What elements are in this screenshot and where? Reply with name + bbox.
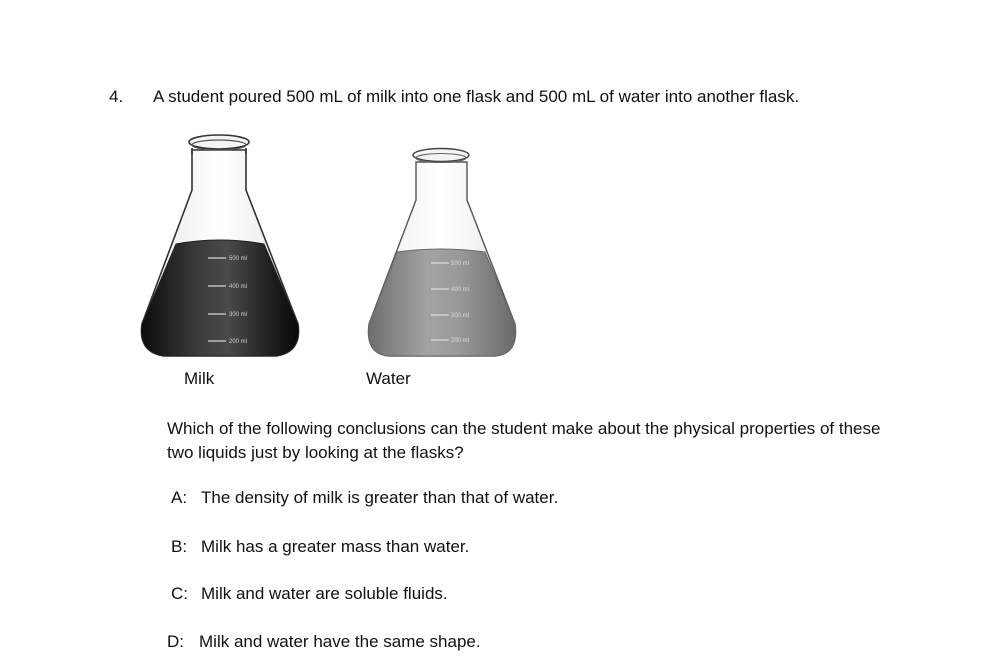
- option-a-letter: A:: [171, 488, 188, 507]
- water-grad-200: 200 ml: [451, 338, 470, 344]
- water-caption: Water: [366, 369, 411, 388]
- water-flask-illustration: [361, 142, 523, 364]
- option-b[interactable]: [171, 537, 469, 557]
- question-number: 4.: [109, 87, 124, 106]
- option-c-text: Milk and water are soluble fluids.: [201, 584, 448, 603]
- option-d[interactable]: [167, 632, 481, 652]
- milk-grad-300: 300 ml: [229, 312, 248, 318]
- question-stem: A student poured 500 mL of milk into one flask and 500 mL of water into another flask.: [153, 87, 800, 106]
- water-grad-400: 400 ml: [451, 287, 470, 293]
- milk-grad-400: 400 ml: [229, 284, 248, 290]
- option-b-letter: B:: [171, 537, 188, 556]
- option-b-text: Milk has a greater mass than water.: [201, 537, 470, 556]
- option-d-text: Milk and water have the same shape.: [199, 632, 481, 651]
- option-c-letter: C:: [171, 584, 188, 603]
- option-d-letter: D:: [167, 632, 184, 651]
- option-a-text: The density of milk is greater than that of water.: [201, 488, 559, 507]
- option-a[interactable]: [171, 488, 558, 508]
- milk-grad-500: 500 ml: [229, 256, 248, 262]
- milk-flask-illustration: [134, 128, 306, 364]
- option-c[interactable]: [171, 584, 448, 604]
- water-grad-300: 300 ml: [451, 313, 470, 319]
- milk-caption: Milk: [184, 369, 215, 388]
- question-prompt: Which of the following conclusions can the student make about the physical properties of these two liquids just by looking at the flasks?: [167, 419, 881, 462]
- water-grad-500: 500 ml: [451, 261, 470, 267]
- milk-grad-200: 200 ml: [229, 339, 248, 345]
